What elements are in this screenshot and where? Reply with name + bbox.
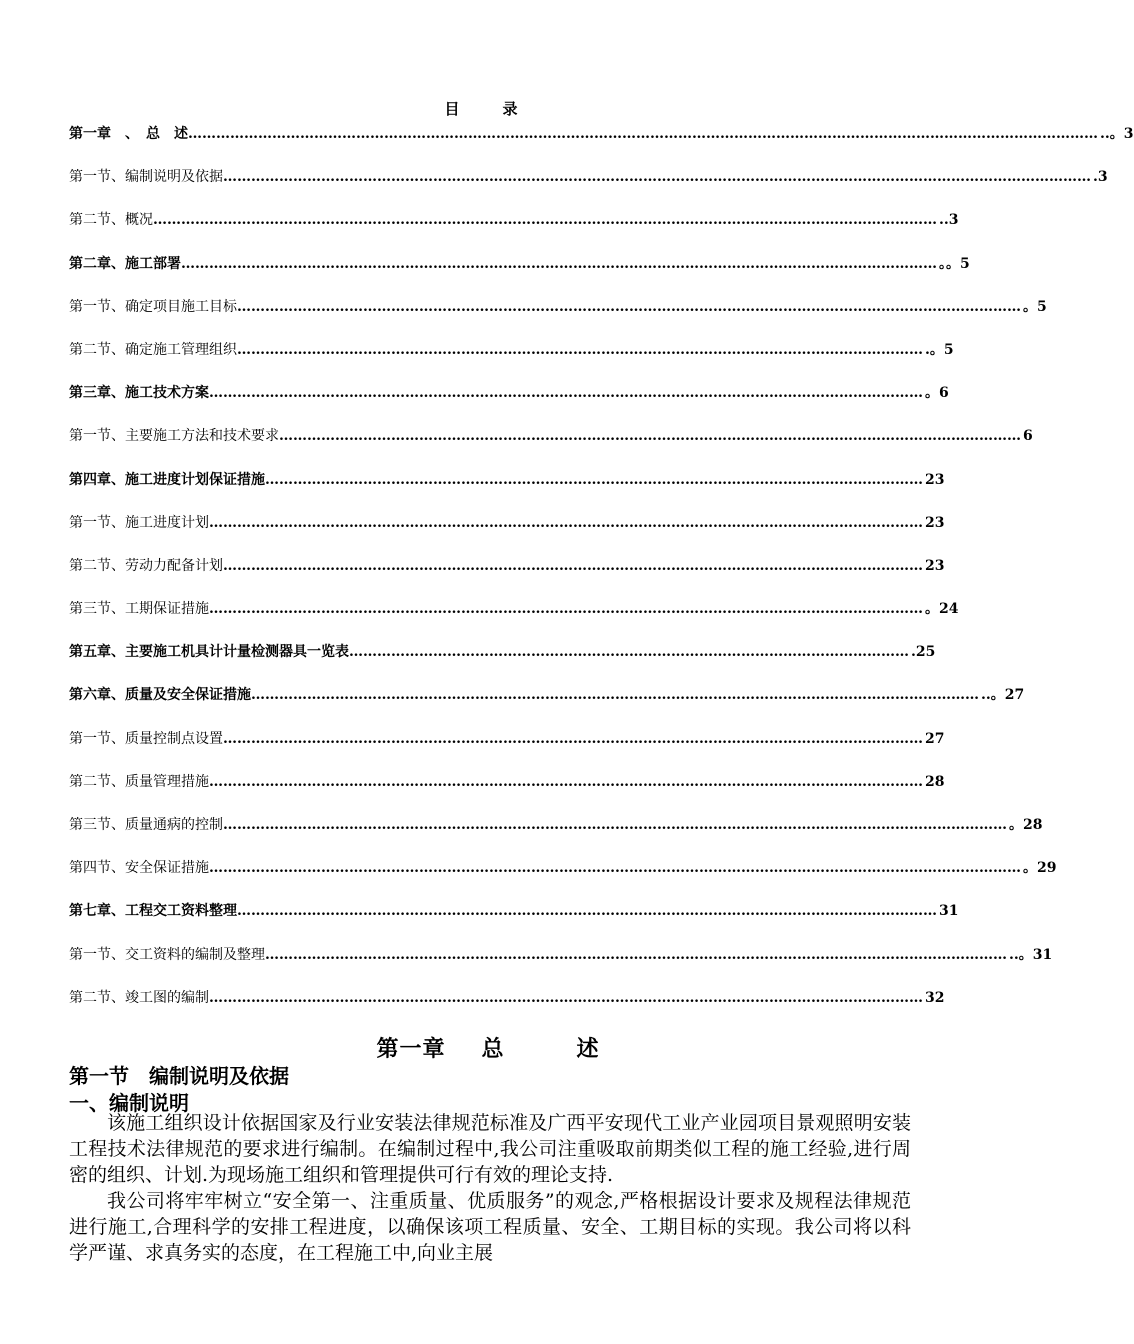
toc-entry[interactable] bbox=[69, 897, 959, 940]
toc-entry-page: .3 bbox=[1093, 169, 1108, 186]
toc-entry[interactable] bbox=[69, 681, 1025, 724]
chapter-number: 第一章 bbox=[376, 1036, 446, 1062]
toc-entry-label: 第一节、确定项目施工目标 bbox=[69, 298, 237, 315]
toc-leader-dots: …………………………………………………………………………………………………………………………………………… bbox=[279, 428, 1021, 445]
toc-entry-label: 第二节、劳动力配备计划 bbox=[69, 557, 223, 574]
toc-entry-page: 32 bbox=[925, 989, 945, 1006]
toc-entry-page: 。29 bbox=[1023, 860, 1057, 877]
toc-entry[interactable] bbox=[69, 379, 949, 422]
subsection-heading: 一、编制说明 bbox=[69, 1091, 189, 1115]
toc-leader-dots: …………………………………………………………………………………………………………………………………… bbox=[223, 557, 923, 574]
toc-entry-label: 第二节、质量管理措施 bbox=[69, 773, 209, 790]
toc-leader-dots: …………………………………………………………………………………………………………………………………………………… bbox=[223, 817, 1007, 833]
toc-entry-page: .。5 bbox=[925, 341, 954, 358]
toc-leader-dots: …………………………………………………………………………………………………………………………………………………………………………… bbox=[188, 126, 1098, 142]
toc-entry-page: ..。31 bbox=[1009, 946, 1053, 963]
toc-entry-label: 第二节、竣工图的编制 bbox=[69, 989, 209, 1006]
toc-entry-label: 第七章、工程交工资料整理 bbox=[69, 903, 237, 920]
toc-entry-page: 。6 bbox=[925, 385, 949, 402]
toc-entry-page: 23 bbox=[925, 557, 945, 574]
toc-entry-page: 6 bbox=[1023, 428, 1033, 445]
chapter-title-part1: 总 bbox=[481, 1036, 505, 1062]
toc-leader-dots: ………………………………………………………………………………………………………… bbox=[349, 644, 909, 661]
chapter-title-part2: 述 bbox=[576, 1036, 600, 1062]
toc-entry[interactable] bbox=[69, 941, 1053, 984]
toc-leader-dots: …………………………………………………………………………………………………………………………… bbox=[265, 471, 923, 488]
body-text bbox=[69, 1110, 911, 1266]
toc-entry[interactable] bbox=[69, 768, 945, 811]
toc-entry-label: 第二节、确定施工管理组织 bbox=[69, 341, 237, 358]
toc-entry[interactable] bbox=[69, 250, 970, 293]
toc-entry-label: 第四章、施工进度计划保证措施 bbox=[69, 471, 265, 488]
toc-leader-dots: ……………………………………………………………………………………………………………………………………… bbox=[209, 601, 923, 618]
toc-entry-page: ..3 bbox=[939, 212, 959, 229]
toc-entry[interactable] bbox=[69, 984, 945, 1027]
toc-entry-label: 第三章、施工技术方案 bbox=[69, 385, 209, 402]
toc-leader-dots: ……………………………………………………………………………………………………………………………………… bbox=[209, 514, 923, 531]
toc-entry-label: 第二节、概况 bbox=[69, 212, 153, 229]
toc-entry-label: 第四节、安全保证措施 bbox=[69, 860, 209, 877]
toc-entry[interactable] bbox=[69, 725, 945, 768]
toc-leader-dots: …………………………………………………………………………………………………………………………………………………………………… bbox=[223, 169, 1091, 186]
toc-entry-label: 第二章、施工部署 bbox=[69, 255, 181, 272]
toc-entry[interactable] bbox=[69, 811, 1043, 854]
toc-entry[interactable] bbox=[69, 595, 959, 638]
toc-entry[interactable] bbox=[69, 120, 1134, 163]
toc-leader-dots: ………………………………………………………………………………………………………………………………………………………… bbox=[209, 860, 1021, 877]
toc-leader-dots: …………………………………………………………………………………………………………………………………… bbox=[223, 730, 923, 747]
toc-leader-dots: ………………………………………………………………………………………………………………………………… bbox=[237, 341, 923, 358]
toc-entry-label: 第一节、编制说明及依据 bbox=[69, 169, 223, 186]
toc-entry-page: 。。5 bbox=[939, 255, 970, 272]
toc-leader-dots: …………………………………………………………………………………………………………………………………………………… bbox=[237, 298, 1021, 315]
toc-entry-page: 28 bbox=[925, 773, 945, 790]
toc-entry-label: 第一节、质量控制点设置 bbox=[69, 730, 223, 747]
toc-entry-page: 。24 bbox=[925, 601, 959, 618]
toc-entry-label: 第三节、工期保证措施 bbox=[69, 601, 209, 618]
toc-entry-label: 第六章、质量及安全保证措施 bbox=[69, 687, 251, 704]
section-heading: 第一节 编制说明及依据 bbox=[69, 1064, 289, 1088]
toc-leader-dots: …………………………………………………………………………………………………………………………………………………… bbox=[153, 212, 937, 229]
toc-entry-page: .25 bbox=[911, 644, 936, 661]
toc-entry-label: 第一节、施工进度计划 bbox=[69, 514, 209, 531]
toc-entry-label: 第三节、质量通病的控制 bbox=[69, 817, 223, 833]
toc-entry-page: 27 bbox=[925, 730, 945, 747]
toc-entry[interactable] bbox=[69, 552, 945, 595]
toc-entry[interactable] bbox=[69, 163, 1108, 206]
toc-leader-dots: ……………………………………………………………………………………………………………………………………… bbox=[209, 385, 923, 402]
toc-entry-page: ..。27 bbox=[981, 687, 1025, 704]
toc-entry-page: ..。3 bbox=[1100, 126, 1134, 142]
toc-entry-label: 第一节、主要施工方法和技术要求 bbox=[69, 428, 279, 445]
toc-entry[interactable] bbox=[69, 466, 945, 509]
toc-entry-page: 23 bbox=[925, 471, 945, 488]
paragraph: 该施工组织设计依据国家及行业安装法律规范标准及广西平安现代工业产业园项目景观照明安装工程技术法律规范的要求进行编制。在编制过程中,我公司注重吸取前期类似工程的施工经验,进行周密的组织、计划.为现场施工组织和管理提供可行有效的理论支持. bbox=[69, 1112, 911, 1186]
toc-entry-label: 第一节、交工资料的编制及整理 bbox=[69, 946, 265, 963]
toc-entry-label: 第五章、主要施工机具计计量检测器具一览表 bbox=[69, 644, 349, 661]
toc-entry-page: 。5 bbox=[1023, 298, 1047, 315]
toc-leader-dots: ………………………………………………………………………………………………………………………………………… bbox=[251, 687, 979, 704]
toc-entry-label: 第一章 、 总 述 bbox=[69, 126, 188, 142]
toc-entry-page: 。28 bbox=[1009, 817, 1043, 833]
toc-leader-dots: ……………………………………………………………………………………………………………………………………… bbox=[209, 989, 923, 1006]
toc-entry[interactable] bbox=[69, 206, 959, 249]
toc-entry[interactable] bbox=[69, 854, 1057, 897]
toc-title: 目 录 bbox=[444, 100, 532, 118]
chapter-heading bbox=[0, 1032, 976, 1063]
toc-entry[interactable] bbox=[69, 293, 1047, 336]
toc-entry[interactable] bbox=[69, 422, 1033, 465]
toc-entry-page: 23 bbox=[925, 514, 945, 531]
toc-entry[interactable] bbox=[69, 336, 954, 379]
toc-leader-dots: …………………………………………………………………………………………………………………………………………… bbox=[265, 946, 1007, 963]
toc-entry-page: 31 bbox=[939, 903, 959, 920]
toc-leader-dots: ……………………………………………………………………………………………………………………………………………… bbox=[181, 255, 937, 272]
toc-entry[interactable] bbox=[69, 509, 945, 552]
toc-entry[interactable] bbox=[69, 638, 936, 681]
toc-leader-dots: …………………………………………………………………………………………………………………………………… bbox=[237, 903, 937, 920]
table-of-contents bbox=[69, 120, 1134, 1027]
paragraph: 我公司将牢牢树立“安全第一、注重质量、优质服务”的观念,严格根据设计要求及规程法律规范进行施工,合理科学的安排工程进度，以确保该项工程质量、安全、工期目标的实现。我公司将以科学严谨、求真务实的态度，在工程施工中,向业主展 bbox=[69, 1190, 911, 1264]
toc-leader-dots: ……………………………………………………………………………………………………………………………………… bbox=[209, 773, 923, 790]
